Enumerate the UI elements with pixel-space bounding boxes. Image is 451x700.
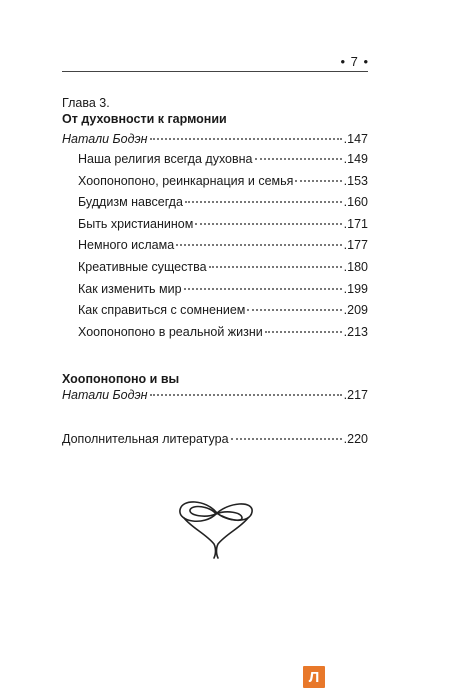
leader-dots [295,180,341,182]
toc-entry-page: .199 [343,281,368,296]
toc-entry[interactable] [62,303,368,325]
toc-entry-page: .180 [343,259,368,274]
toc-entry-title: Быть христианином [78,216,194,231]
publisher-logo-badge: Л [303,666,325,688]
toc-entry-title: Наша религия всегда духовна [78,152,253,166]
toc-entry[interactable] [62,260,368,282]
section-title: Хоопонопоно и вы [62,372,180,387]
toc-entry-page: .160 [343,195,368,210]
toc-entry[interactable] [62,195,368,217]
toc-entry-title: Как изменить мир [78,281,182,296]
leader-dots [255,158,342,160]
leader-dots [247,309,341,311]
table-of-contents [62,96,368,446]
leader-dots [265,331,342,333]
toc-entry-title: Натали Бодэн [62,388,148,403]
leader-dots [185,201,342,203]
toc-entry-title: Буддизм навсегда [78,195,183,210]
toc-entry-page: .217 [343,388,368,403]
leader-dots [209,266,342,268]
toc-entry-title: Хоопонопоно в реальной жизни [78,324,263,339]
toc-entry-page: .220 [343,432,368,447]
toc-entry[interactable] [62,325,368,347]
toc-entry-literature[interactable] [62,432,368,446]
toc-entry-title: Натали Бодэн [62,132,148,146]
toc-entry-title: Дополнительная литература [62,432,229,447]
toc-entry-author[interactable] [62,132,368,152]
toc-entry-page: .209 [343,303,368,318]
toc-entry-title: Креативные существа [78,259,207,274]
toc-entry-title: Как справиться с сомнением [78,303,246,318]
toc-entry-page: .147 [343,132,368,146]
chapter-title: От духовности к гармонии [62,112,227,126]
toc-entry-title: Немного ислама [78,238,175,253]
toc-entry[interactable] [62,152,368,174]
toc-entry[interactable] [62,174,368,196]
leader-dots [231,438,342,440]
toc-entry-page: .171 [343,216,368,231]
chapter-label: Глава 3. [62,96,110,110]
header-rule [62,71,368,72]
toc-entry-page: .153 [343,173,368,188]
toc-entry-author[interactable] [62,388,368,406]
leader-dots [176,244,341,246]
toc-entry[interactable] [62,282,368,304]
toc-entry-page: .177 [343,238,368,253]
leader-dots [150,394,342,396]
toc-entry[interactable] [62,238,368,260]
leader-dots [150,138,342,140]
page-number: • 7 • [340,54,369,69]
toc-entry-page: .213 [343,324,368,339]
leader-dots [184,288,342,290]
toc-entry[interactable] [62,217,368,239]
toc-entry-title: Хоопонопоно, реинкарнация и семья [78,173,294,188]
flourish-ornament [170,492,262,562]
leader-dots [195,223,341,225]
toc-entry-page: .149 [343,152,368,166]
